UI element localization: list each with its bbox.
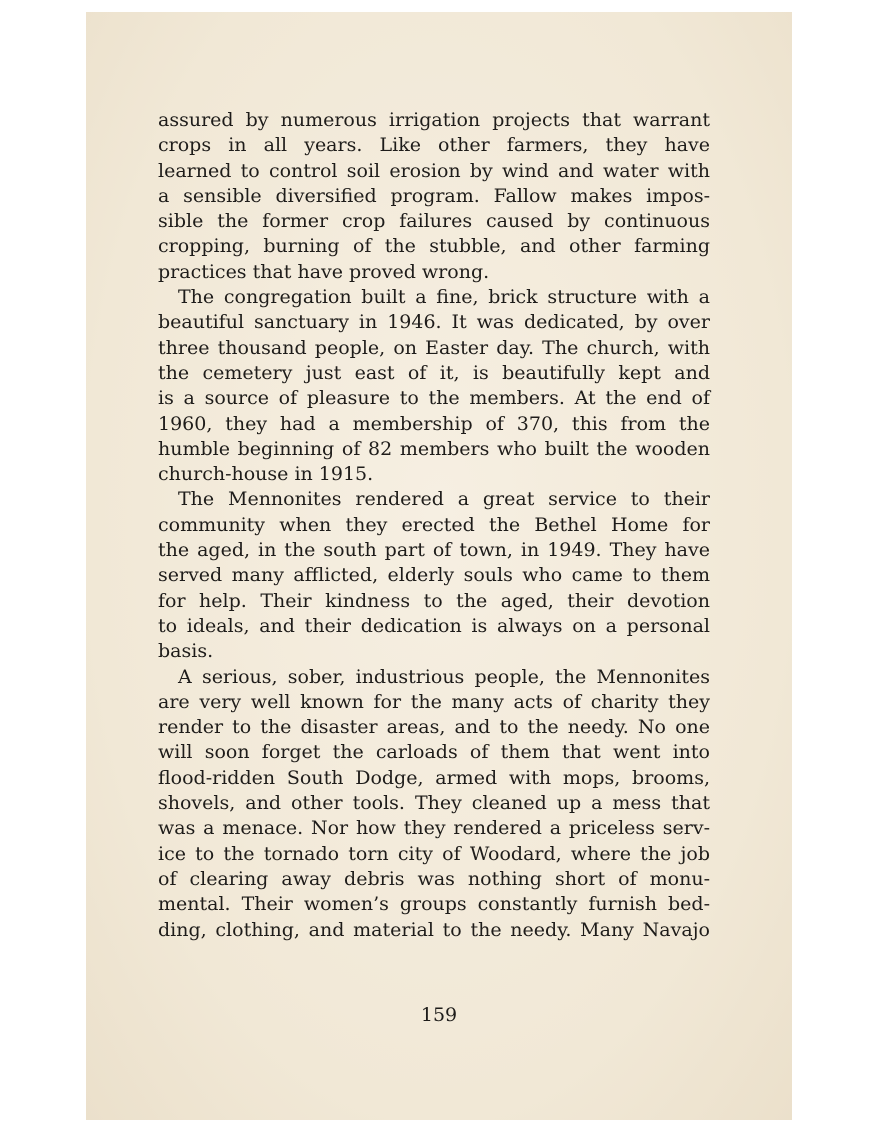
text-line: basis.: [158, 640, 214, 663]
text-line: flood-ridden South Dodge, armed with mops, brooms,: [158, 766, 710, 789]
text-line: render to the disaster areas, and to the needy. No one: [158, 716, 710, 739]
paragraph: [158, 487, 710, 664]
text-line: the cemetery just east of it, is beautifully kept and: [158, 361, 710, 384]
text-line: for help. Their kindness to the aged, their devotion: [158, 589, 710, 612]
text-line: learned to control soil erosion by wind and water with: [158, 159, 710, 182]
body-text: [158, 108, 710, 943]
text-line: shovels, and other tools. They cleaned up a mess that: [158, 792, 710, 815]
paragraph: [158, 108, 710, 285]
text-line: will soon forget the carloads of them that went into: [158, 741, 710, 764]
text-line: mental. Their women’s groups constantly furnish bed-: [158, 893, 710, 916]
text-line: was a menace. Nor how they rendered a priceless serv-: [158, 817, 710, 840]
text-line: beautiful sanctuary in 1946. It was dedicated, by over: [158, 311, 710, 334]
text-line: practices that have proved wrong.: [158, 260, 490, 283]
text-line: ding, clothing, and material to the needy. Many Navajo: [158, 918, 710, 941]
text-line: ice to the tornado torn city of Woodard, where the job: [158, 842, 710, 865]
page-number: 159: [420, 1004, 458, 1026]
text-line: cropping, burning of the stubble, and other farming: [158, 235, 710, 258]
book-page: [86, 12, 792, 1120]
paragraph: [158, 665, 710, 943]
text-line: community when they erected the Bethel Home for: [158, 513, 710, 536]
text-line: is a source of pleasure to the members. At the end of: [158, 387, 710, 410]
text-line: The Mennonites rendered a great service to their: [178, 488, 710, 511]
text-line: A serious, sober, industrious people, the Mennonites: [178, 665, 710, 688]
text-line: humble beginning of 82 members who built the wooden: [158, 437, 710, 460]
text-line: assured by numerous irrigation projects that warrant: [158, 109, 710, 131]
text-line: served many afflicted, elderly souls who came to them: [158, 564, 710, 587]
text-line: The congregation built a fine, brick structure with a: [178, 286, 710, 309]
text-line: are very well known for the many acts of charity they: [158, 690, 710, 713]
text-line: three thousand people, on Easter day. The church, with: [158, 336, 710, 359]
text-line: the aged, in the south part of town, in 1949. They have: [158, 539, 710, 562]
text-line: a sensible diversified program. Fallow makes impos-: [158, 184, 710, 207]
text-line: sible the former crop failures caused by continuous: [158, 210, 710, 233]
text-line: church-house in 1915.: [158, 463, 374, 486]
text-line: to ideals, and their dedication is always on a personal: [158, 614, 710, 637]
paragraph: [158, 285, 710, 487]
text-line: crops in all years. Like other farmers, they have: [158, 134, 710, 157]
text-line: of clearing away debris was nothing short of monu-: [158, 867, 710, 890]
text-line: 1960, they had a membership of 370, this from the: [158, 412, 710, 435]
